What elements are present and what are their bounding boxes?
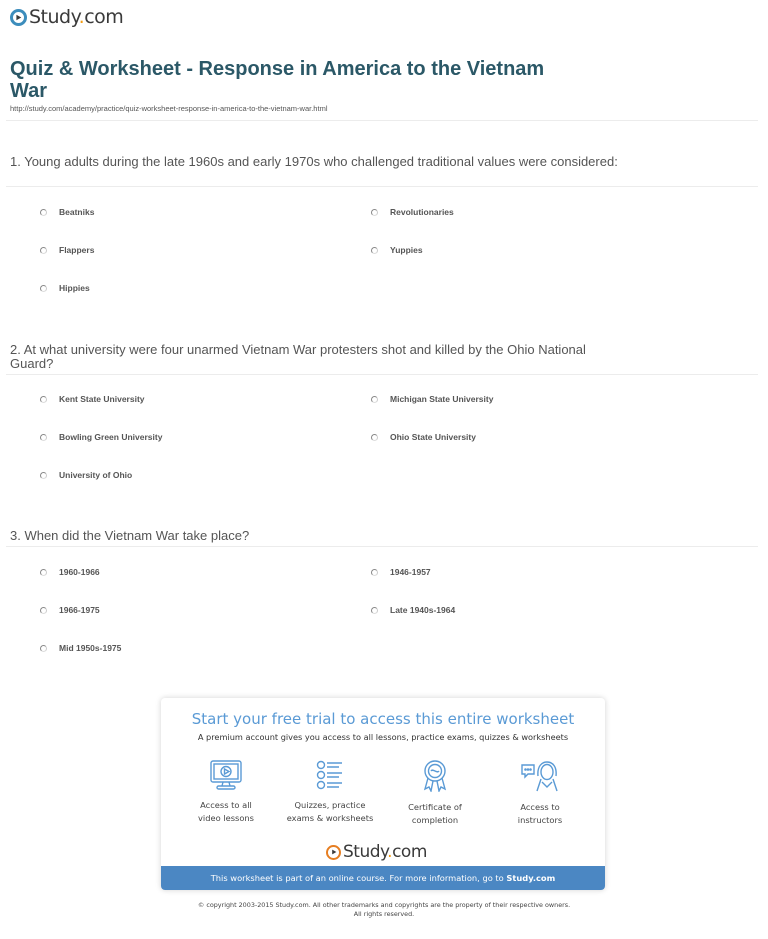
- feature-quizzes: Quizzes, practice exams & worksheets: [275, 760, 385, 825]
- study-link[interactable]: Study.com: [506, 873, 556, 883]
- option-q3-b[interactable]: 1946-1957: [371, 567, 431, 577]
- option-q3-e[interactable]: Mid 1950s-1975: [40, 643, 121, 653]
- radio-button[interactable]: [40, 434, 47, 441]
- feature-instructors: Access to instructors: [485, 760, 595, 827]
- question-2: 2. At what university were four unarmed Vietnam War protesters shot and killed by the Ohio National Guard?: [10, 342, 586, 371]
- radio-button[interactable]: [371, 209, 378, 216]
- radio-button[interactable]: [40, 645, 47, 652]
- divider: [6, 374, 758, 375]
- radio-button[interactable]: [40, 209, 47, 216]
- option-q3-a[interactable]: 1960-1966: [40, 567, 100, 577]
- question-1: 1. Young adults during the late 1960s and early 1970s who challenged traditional values were considered:: [10, 154, 618, 169]
- radio-button[interactable]: [371, 607, 378, 614]
- page-title: Quiz & Worksheet - Response in America to the Vietnam War: [10, 58, 545, 102]
- quiz-list-icon: [315, 760, 345, 790]
- copyright-footer: © copyright 2003-2015 Study.com. All other trademarks and copyrights are the property of their respective owners. All rights reserved.: [197, 901, 571, 918]
- instructor-icon: [520, 760, 560, 792]
- promo-subtitle: A premium account gives you access to all lessons, practice exams, quizzes & worksheets: [197, 732, 569, 742]
- radio-button[interactable]: [40, 285, 47, 292]
- radio-button[interactable]: [40, 396, 47, 403]
- certificate-icon: [422, 760, 448, 792]
- radio-button[interactable]: [40, 569, 47, 576]
- option-q3-c[interactable]: 1966-1975: [40, 605, 100, 615]
- option-q1-d[interactable]: Yuppies: [371, 245, 423, 255]
- option-q1-a[interactable]: Beatniks: [40, 207, 94, 217]
- play-circle-icon: [326, 845, 341, 860]
- question-3: 3. When did the Vietnam War take place?: [10, 528, 250, 543]
- option-q1-e[interactable]: Hippies: [40, 283, 90, 293]
- study-logo[interactable]: [10, 6, 123, 28]
- radio-button[interactable]: [371, 247, 378, 254]
- option-q2-c[interactable]: Bowling Green University: [40, 432, 162, 442]
- radio-button[interactable]: [40, 472, 47, 479]
- option-q2-a[interactable]: Kent State University: [40, 394, 145, 404]
- study-logo-promo[interactable]: [326, 842, 427, 862]
- logo-wordmark: Study.com: [29, 6, 124, 28]
- option-q2-d[interactable]: Ohio State University: [371, 432, 476, 442]
- divider: [6, 546, 758, 547]
- divider: [6, 120, 758, 121]
- radio-button[interactable]: [40, 247, 47, 254]
- logo-wordmark: Study.com: [343, 842, 427, 862]
- radio-button[interactable]: [371, 396, 378, 403]
- free-trial-card[interactable]: [161, 698, 605, 890]
- course-info-banner[interactable]: This worksheet is part of an online course. For more information, go to Study.com: [161, 866, 605, 890]
- option-q3-d[interactable]: Late 1940s-1964: [371, 605, 455, 615]
- radio-button[interactable]: [371, 569, 378, 576]
- page-url: http://study.com/academy/practice/quiz-worksheet-response-in-america-to-the-vietnam-war.html: [10, 104, 328, 113]
- video-lesson-icon: [209, 760, 243, 790]
- option-q1-b[interactable]: Revolutionaries: [371, 207, 454, 217]
- promo-title[interactable]: Start your free trial to access this entire worksheet: [191, 710, 575, 728]
- option-q2-e[interactable]: University of Ohio: [40, 470, 132, 480]
- feature-certificate: Certificate of completion: [380, 760, 490, 827]
- radio-button[interactable]: [371, 434, 378, 441]
- feature-video-lessons: Access to all video lessons: [171, 760, 281, 825]
- divider: [6, 186, 758, 187]
- option-q1-c[interactable]: Flappers: [40, 245, 94, 255]
- play-circle-icon: [10, 9, 27, 26]
- option-q2-b[interactable]: Michigan State University: [371, 394, 493, 404]
- radio-button[interactable]: [40, 607, 47, 614]
